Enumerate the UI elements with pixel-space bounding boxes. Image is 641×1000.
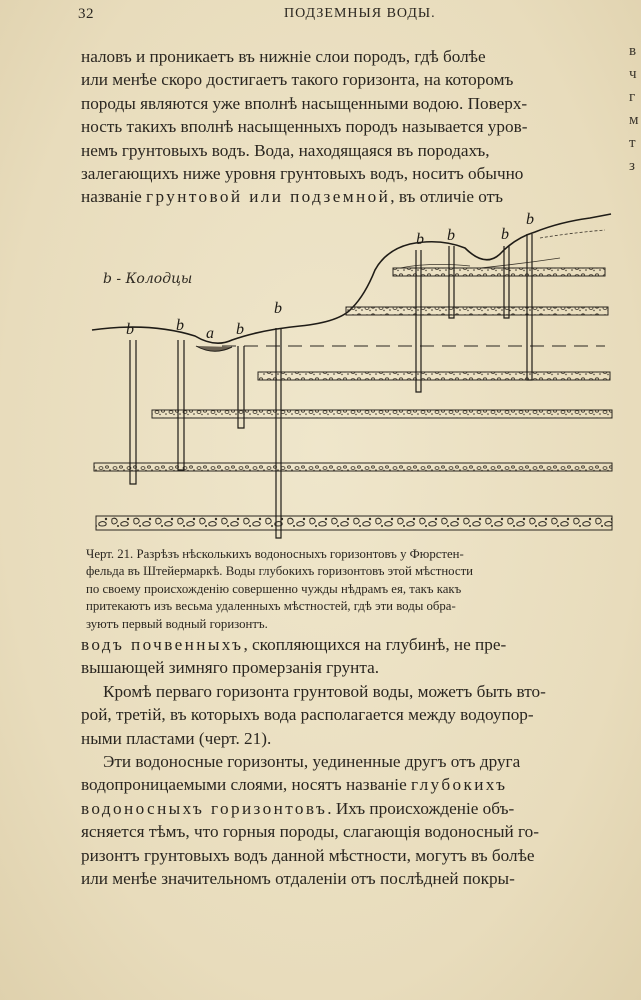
text-line: ризонтъ грунтовыхъ водъ данной мѣстности, могутъ въ болѣе [81, 845, 535, 865]
text-fragment: водопроницаемыми слоями, носятъ названіе [81, 775, 411, 795]
spaced-term: водоносныхъ горизонтовъ [81, 798, 328, 818]
page-number: 32 [78, 6, 94, 22]
well-label: b [274, 300, 282, 317]
edge-letter: м [629, 112, 639, 128]
text-line: ность такихъ вполнѣ насыщенныхъ породъ называется уров- [81, 117, 528, 137]
aquifer-layer-3 [258, 372, 610, 380]
aquifer-layer-2 [346, 307, 608, 315]
text-line: Кромѣ перваго горизонта грунтовой воды, можетъ быть вто- [103, 681, 546, 701]
well-label: b [526, 211, 534, 228]
text-line: наловъ и проникаетъ въ нижніе слои породъ, гдѣ болѣе [81, 47, 486, 66]
aquifer-layer-upper [393, 268, 605, 276]
well-label: b [236, 321, 244, 338]
body-text-bottom [81, 633, 613, 890]
well-label: b [416, 231, 424, 248]
edge-letter: в [629, 43, 637, 59]
aquifer-layer-4 [152, 410, 612, 418]
caption-line: по своему происхожденію совершенно чужды нѣдрамъ ея, такъ какъ [86, 581, 462, 596]
text-line: ясняется тѣмъ, что горныя породы, слагающія водоносный го- [81, 822, 539, 842]
well [130, 340, 136, 484]
adjacent-page-edge [629, 40, 641, 178]
caption-line: зуютъ первый водный горизонтъ. [86, 616, 268, 631]
edge-letter: з [629, 158, 635, 174]
aquifer-layer-deep [96, 516, 612, 530]
well-label: b [126, 321, 134, 338]
figure-caption [86, 546, 614, 633]
spaced-term: грунтовой или подземной [146, 187, 391, 207]
text-line: рой, третій, въ которыхъ вода располагается между водоупор- [81, 705, 534, 725]
running-title: ПОДЗЕМНЫЯ ВОДЫ. [284, 6, 436, 21]
edge-letter: г [629, 89, 636, 105]
edge-letter: ч [629, 66, 637, 82]
text-line: немъ грунтовыхъ водъ. Вода, находящаяся въ породахъ, [81, 140, 490, 160]
surface-water-a [196, 346, 232, 351]
text-line: или менѣе значительномъ отдаленіи отъ послѣдней покры- [81, 869, 515, 889]
caption-line: Черт. 21. Разрѣзъ нѣсколькихъ водоносныхъ горизонтовъ у Фюрстен- [86, 547, 464, 561]
text-line [81, 773, 613, 796]
well-label: a [206, 325, 214, 342]
text-line [81, 797, 613, 820]
caption-line: фельда въ Штейермаркѣ. Воды глубокихъ горизонтовъ этой мѣстности [86, 564, 474, 579]
well [178, 340, 184, 470]
well-label: b [447, 227, 455, 244]
text-fragment: , въ отличіе отъ [390, 187, 504, 207]
well-label: b [176, 317, 184, 334]
spaced-term: глубокихъ [411, 775, 508, 795]
edge-letter: т [629, 135, 636, 151]
text-line: или менѣе скоро достигаетъ такого горизонта, на которомъ [81, 70, 514, 90]
well [276, 328, 281, 538]
caption-line: притекаютъ изъ весьма удаленныхъ мѣстностей, гдѣ эти воды обра- [86, 599, 456, 614]
aquifer-layer-5 [94, 463, 612, 471]
text-fragment: . Ихъ происхожденіе объ- [327, 798, 515, 818]
text-fragment: , скопляющихся на глубинѣ, не пре- [243, 635, 507, 654]
text-line: породы являются уже вполнѣ насыщенными водою. Поверх- [81, 93, 528, 113]
text-line: Эти водоносные горизонты, уединенные другъ отъ друга [103, 752, 521, 772]
spaced-term: водъ почвенныхъ [81, 635, 244, 654]
handwritten-legend: b - Колодцы [103, 271, 193, 287]
well-label: b [501, 226, 509, 243]
text-line: вышающей зимняго промерзанія грунта. [81, 658, 380, 678]
text-line: ными пластами (черт. 21). [81, 728, 272, 748]
text-line: залегающихъ ниже уровня грунтовыхъ водъ, носитъ обычно [81, 164, 524, 184]
text-line [81, 633, 613, 656]
text-fragment: названіе [81, 187, 147, 207]
